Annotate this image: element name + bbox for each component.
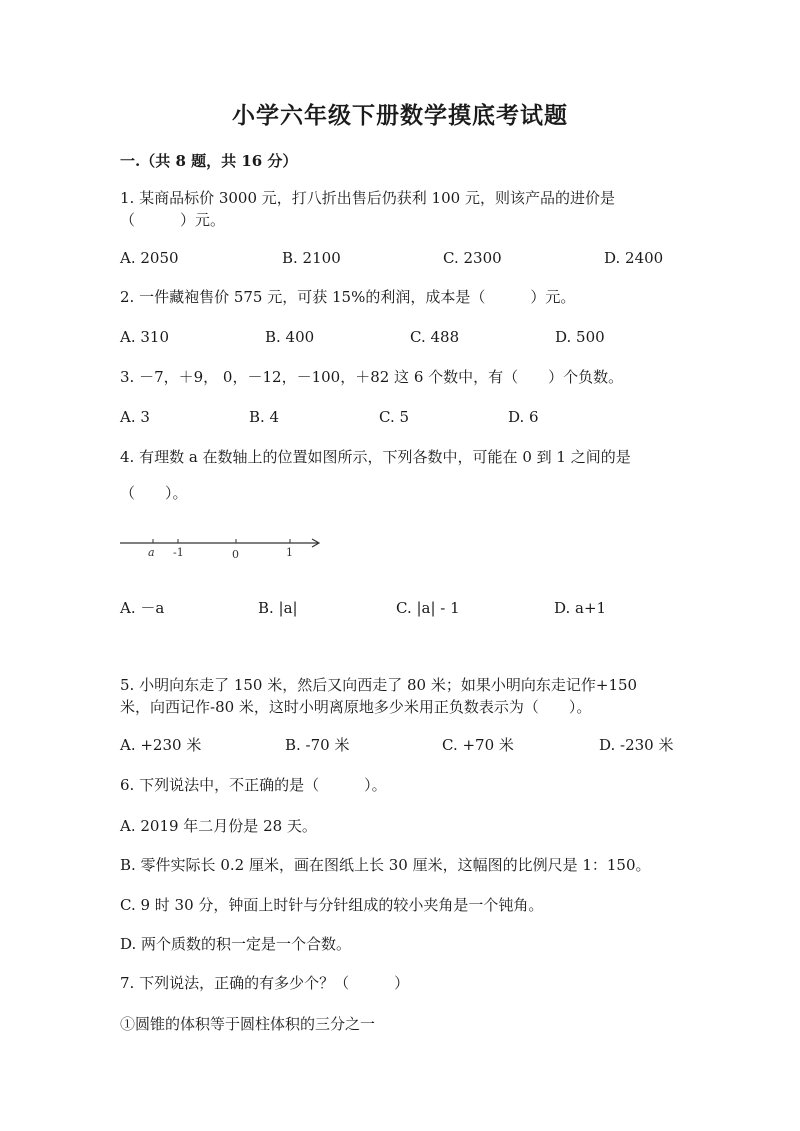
question-2-option-b: B. 400 [265, 328, 315, 346]
question-6-text: 6. 下列说法中，不正确的是（ ）。 [120, 776, 387, 794]
axis-label-minus-1: -1 [173, 546, 184, 559]
question-5-option-d: D. -230 米 [599, 736, 674, 754]
question-7-item-1: ①圆锥的体积等于圆柱体积的三分之一 [120, 1015, 376, 1033]
question-1-option-b: B. 2100 [282, 249, 341, 267]
question-1-option-a: A. 2050 [120, 249, 179, 267]
section-header: 一.（共 8 题，共 16 分） [120, 152, 298, 170]
question-4-option-c: C. |a| - 1 [396, 599, 460, 617]
axis-label-1: 1 [286, 546, 293, 559]
question-5-text-line1: 5. 小明向东走了 150 米，然后又向西走了 80 米；如果小明向东走记作+150 [120, 676, 638, 694]
page-title: 小学六年级下册数学摸底考试题 [232, 102, 568, 129]
question-4-option-b: B. |a| [258, 599, 298, 617]
question-3-text: 3. －7，＋9， 0，－12，－100，＋82 这 6 个数中，有（ ）个负数。 [120, 368, 624, 386]
question-1-option-d: D. 2400 [604, 249, 664, 267]
question-6-option-d: D. 两个质数的积一定是一个合数。 [120, 935, 352, 953]
question-3-option-d: D. 6 [508, 408, 539, 426]
question-2-option-a: A. 310 [120, 328, 169, 346]
number-line-figure [118, 528, 328, 564]
question-6-option-b: B. 零件实际长 0.2 厘米，画在图纸上长 30 厘米，这幅图的比例尺是 1：150。 [120, 856, 651, 874]
question-2-option-d: D. 500 [555, 328, 605, 346]
question-3-option-b: B. 4 [249, 408, 280, 426]
question-4-option-a: A. －a [120, 599, 165, 617]
question-5-option-c: C. +70 米 [442, 736, 514, 754]
question-1-text-line2: （ ）元。 [120, 211, 226, 229]
question-4-text-line1: 4. 有理数 a 在数轴上的位置如图所示，下列各数中，可能在 0 到 1 之间的是 [120, 448, 631, 466]
question-3-option-c: C. 5 [379, 408, 410, 426]
question-5-option-b: B. -70 米 [285, 736, 350, 754]
question-2-option-c: C. 488 [410, 328, 460, 346]
axis-label-a: a [148, 546, 155, 559]
axis-label-0: 0 [232, 548, 239, 561]
question-5-text-line2: 米，向西记作-80 米，这时小明离原地多少米用正负数表示为（ ）。 [120, 698, 592, 716]
question-1-text-line1: 1. 某商品标价 3000 元，打八折出售后仍获利 100 元，则该产品的进价是 [120, 189, 615, 207]
question-1-option-c: C. 2300 [443, 249, 502, 267]
question-6-option-c: C. 9 时 30 分，钟面上时针与分针组成的较小夹角是一个钝角。 [120, 896, 544, 914]
question-6-option-a: A. 2019 年二月份是 28 天。 [120, 817, 317, 835]
question-7-text: 7. 下列说法，正确的有多少个？（ ） [120, 974, 410, 992]
question-5-option-a: A. +230 米 [120, 736, 202, 754]
question-4-text-line2: （ ）。 [120, 484, 188, 502]
question-4-option-d: D. a+1 [554, 599, 607, 617]
question-3-option-a: A. 3 [120, 408, 150, 426]
question-2-text: 2. 一件藏袍售价 575 元，可获 15%的利润，成本是（ ）元。 [120, 288, 576, 306]
